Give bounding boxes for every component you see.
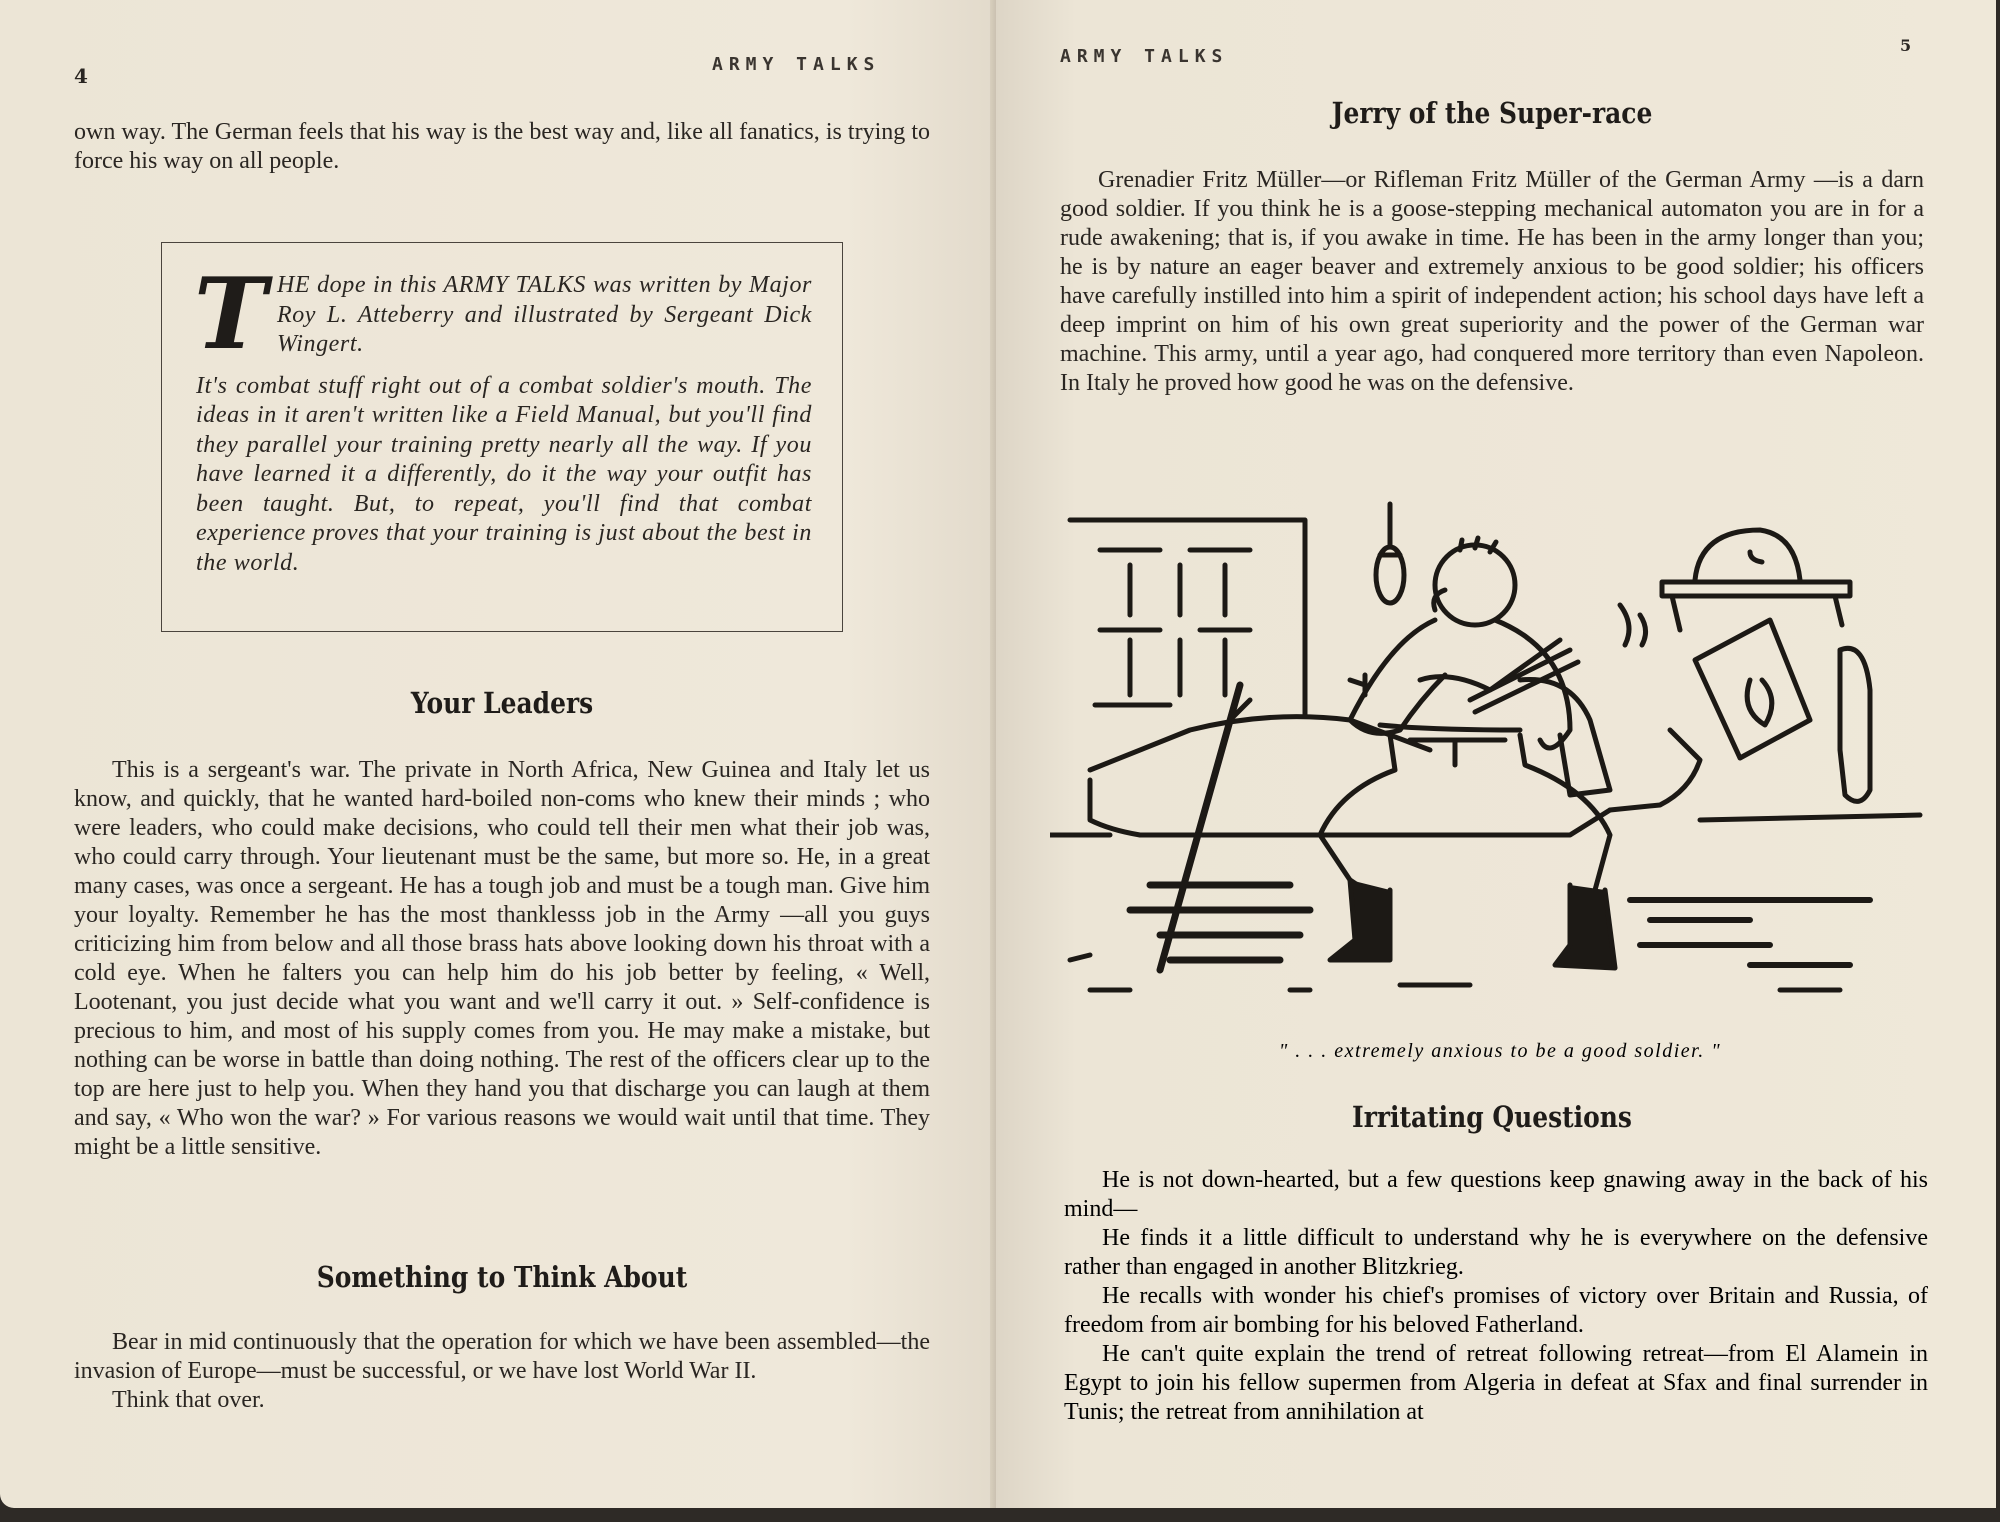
page-number: 5 <box>1900 36 1912 55</box>
credits-note-paragraph: It's combat stuff right out of a combat soldier's mouth. The ideas in it aren't written like a Field Manual, but you'll find they parallel your training pretty nearly all the way. If you have learned it a differently, do it the way your outfit has been taught. But, to repeat, you'll find that combat experience proves that your training is just about the best in the world. <box>196 372 812 576</box>
section-body-your-leaders <box>74 756 930 1162</box>
paragraph: He finds it a little difficult to understand why he is everywhere on the defensive rather than engaged in another Blitzkrieg. <box>1064 1225 1928 1280</box>
soldier-cartoon-illustration <box>1050 490 1930 1030</box>
credits-box <box>161 242 843 632</box>
paragraph: Grenadier Fritz Müller—or Rifleman Fritz Müller of the German Army —is a darn good soldier. If you think he is a goose-stepping mechanical automaton you are in for a rude awakening; that is, if you awake in time. He has been in the army longer than you; he is by nature an eager beaver and extremely anxious to be good soldier; his officers have carefully instilled into him a spirit of independent action; his school days have left a deep imprint on him of his own great superiority and the power of the German war machine. This army, until a year ago, had conquered more territory than even Napoleon. In Italy he proved how good he was on the defensive. <box>1060 167 1924 396</box>
paragraph: He can't quite explain the trend of retreat following retreat—from El Alamein in Egypt to join his fellow supermen from Algeria in defeat at Sfax and final surrender in Tunis; the retreat from annihilation at <box>1064 1341 1928 1425</box>
paragraph: Think that over. <box>112 1387 265 1413</box>
section-heading-something-to-think-about: Something to Think About <box>316 1260 688 1294</box>
page-number: 4 <box>74 64 88 88</box>
intro-paragraph: own way. The German feels that his way is the best way and, like all fanatics, is trying to force his way on all people. <box>74 119 930 174</box>
section-heading-your-leaders: Your Leaders <box>410 686 594 720</box>
paragraph: He is not down-hearted, but a few questions keep gnawing away in the back of his mind— <box>1064 1167 1928 1222</box>
illustration-caption: " . . . extremely anxious to be a good soldier. " <box>1278 1040 1722 1062</box>
section-body-something-to-think-about <box>74 1328 930 1415</box>
credits-paragraph: HE dope in this ARMY TALKS was written by Major Roy L. Atteberry and illustrated by Sergeant Dick Wingert. <box>276 272 812 357</box>
drop-cap: T <box>194 257 267 372</box>
section-heading-jerry-of-the-super-race: Jerry of the Super-race <box>1331 96 1653 130</box>
running-head: ARMY TALKS <box>1060 46 1229 67</box>
left-page <box>0 0 996 1508</box>
paragraph: Bear in mid continuously that the operation for which we have been assembled—the invasion of Europe—must be successful, or we have lost World War II. <box>74 1329 930 1384</box>
section-body-jerry-of-the-super-race <box>1060 166 1924 398</box>
running-head: ARMY TALKS <box>712 54 881 75</box>
paragraph: He recalls with wonder his chief's promises of victory over Britain and Russia, of freedom from air bombing for his beloved Fatherland. <box>1064 1283 1928 1338</box>
intro-text <box>74 118 930 176</box>
section-body-irritating-questions <box>1064 1166 1928 1427</box>
paragraph: This is a sergeant's war. The private in North Africa, New Guinea and Italy let us know, and quickly, that he wanted hard-boiled non-coms who knew their minds ; who were leaders, who could make decisions, who could tell their men what their job was, who could carry through. Your lieutenant must be the same, but more so. He, in a great many cases, was once a sergeant. He has a tough job and must be a tough man. Give him your loyalty. Remember he has the most thanklesss job in the Army —all you guys criticizing him from below and all those brass hats above looking down his throat with a cold eye. When he falters you can help him do his job better by feeling, « Well, Lootenant, you just decide what you want and we'll carry it out. » Self-confidence is precious to him, and most of his supply comes from you. He may make a mistake, but nothing can be worse in battle than doing nothing. The rest of the officers clear up to the top are here just to help you. When they hand you that discharge you can laugh at them and say, « Who won the war? » For various reasons we would wait until that time. They might be a little sensitive. <box>74 757 930 1160</box>
section-heading-irritating-questions: Irritating Questions <box>1352 1100 1632 1134</box>
